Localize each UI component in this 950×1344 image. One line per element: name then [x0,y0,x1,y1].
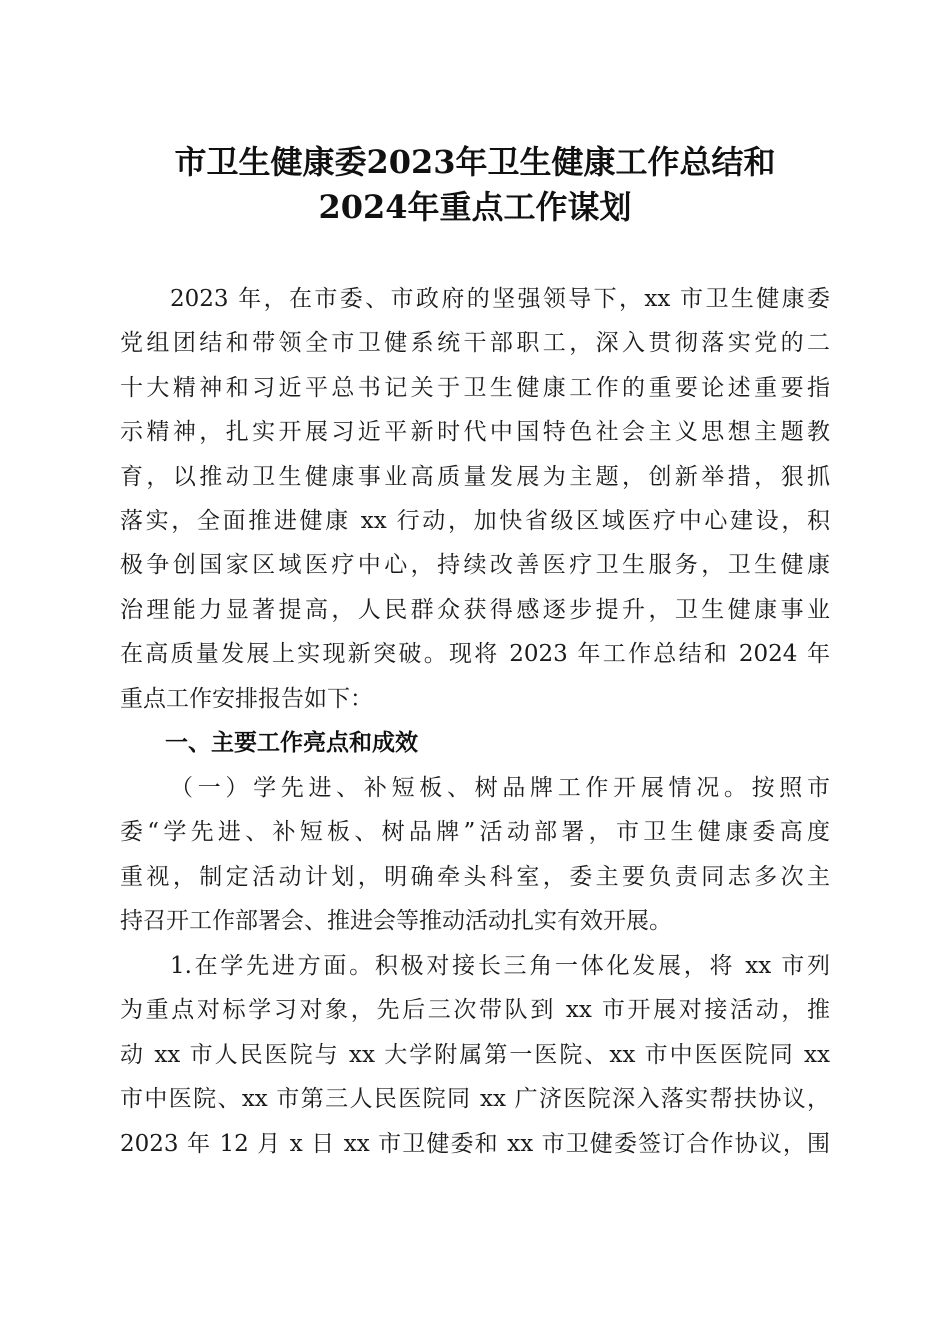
subsection-paragraph-line: 重视，制定活动计划，明确牵头科室，委主要负责同志多次主 [120,864,830,890]
item-paragraph-line: 1.在学先进方面。积极对接长三角一体化发展，将 xx 市列 [170,953,830,979]
subsection-paragraph-line: （一）学先进、补短板、树品牌工作开展情况。按照市 [170,775,830,801]
document-title-line-2: 2024年重点工作谋划 [318,188,632,226]
item-paragraph-line: 为重点对标学习对象，先后三次带队到 xx 市开展对接活动，推 [120,997,830,1023]
intro-paragraph-line: 2023 年，在市委、市政府的坚强领导下，xx 市卫生健康委 [170,286,830,312]
item-paragraph-line: 2023 年 12 月 x 日 xx 市卫健委和 xx 市卫健委签订合作协议，围 [120,1131,830,1157]
document-title-line-1: 市卫生健康委2023年卫生健康工作总结和 [174,143,776,181]
item-paragraph-line: 动 xx 市人民医院与 xx 大学附属第一医院、xx 市中医医院同 xx [120,1042,830,1068]
section-heading: 一、主要工作亮点和成效 [165,730,418,756]
intro-paragraph-line: 在高质量发展上实现新突破。现将 2023 年工作总结和 2024 年 [120,641,830,667]
intro-paragraph-line: 重点工作安排报告如下： [120,686,373,712]
intro-paragraph-line: 落实，全面推进健康 xx 行动，加快省级区域医疗中心建设，积 [120,508,830,534]
intro-paragraph-line: 育，以推动卫生健康事业高质量发展为主题，创新举措，狠抓 [120,464,830,490]
subsection-paragraph-line: 持召开工作部署会、推进会等推动活动扎实有效开展。 [120,908,672,934]
intro-paragraph-line: 极争创国家区域医疗中心，持续改善医疗卫生服务，卫生健康 [120,552,830,578]
item-paragraph-line: 市中医院、xx 市第三人民医院同 xx 广济医院深入落实帮扶协议， [120,1086,830,1112]
subsection-paragraph-line: 委“学先进、补短板、树品牌”活动部署，市卫生健康委高度 [120,819,830,845]
intro-paragraph-line: 党组团结和带领全市卫健系统干部职工，深入贯彻落实党的二 [120,330,830,356]
intro-paragraph-line: 示精神，扎实开展习近平新时代中国特色社会主义思想主题教 [120,419,830,445]
intro-paragraph-line: 治理能力显著提高，人民群众获得感逐步提升，卫生健康事业 [120,597,830,623]
intro-paragraph-line: 十大精神和习近平总书记关于卫生健康工作的重要论述重要指 [120,375,830,401]
